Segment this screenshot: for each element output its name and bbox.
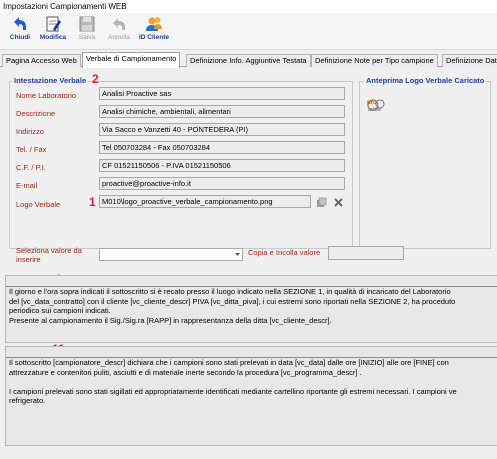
edit-document-icon — [44, 15, 62, 33]
note-piede-line: I campioni prelevati sono stati sigillati ed appropriatamente identificati mediante cartellino riportante gli estremi necessari. I campioni ve — [9, 386, 457, 396]
field-cf-pi[interactable]: CF 01521150506 - P.IVA 01521150506 — [99, 159, 345, 172]
label-descrizione: Descrizione — [16, 109, 56, 118]
label-tel-fax: Tel. / Fax — [16, 145, 47, 154]
edit-button[interactable]: Modifica — [38, 15, 68, 49]
toolbar — [0, 13, 497, 50]
note-testata-line: Il giorno e l'ora sopra indicati il sottoscritto si è recato presso il luogo indicato nella SEZIONE 1, in qualità di incaricato del Laboratorio — [9, 287, 451, 296]
field-tel-fax[interactable]: Tel 050703284 - Fax 050703284 — [99, 141, 345, 154]
note-testata-line: periodico sui campioni indicati. — [9, 306, 111, 315]
label-cf-pi: C.F. / P.I. — [16, 163, 46, 172]
tab-verbale-campionamento[interactable]: Verbale di Campionamento — [82, 52, 180, 68]
intestazione-title: Intestazione Verbale — [14, 76, 87, 85]
anteprima-title: Anteprima Logo Verbale Caricato — [366, 76, 485, 85]
logo-text: pro — [367, 100, 377, 106]
field-copia-incolla[interactable] — [328, 246, 404, 260]
field-indirizzo[interactable]: Via Sacco e Vanzetti 40 - PONTEDERA (PI) — [99, 123, 345, 136]
field-descrizione[interactable]: Analisi chimiche, ambientali, alimentari — [99, 105, 345, 118]
label-indirizzo: Indirizzo — [16, 127, 44, 136]
marker-2: 2 — [92, 72, 99, 86]
field-email[interactable]: proactive@proactive-info.it — [99, 177, 345, 190]
note-piede-line — [9, 377, 495, 387]
tab-info-aggiuntive-testata[interactable]: Definizione Info. Aggiuntive Testata — [186, 54, 311, 67]
tab-note-tipo-campione[interactable]: Definizione Note per Tipo campione — [311, 54, 438, 67]
label-logo-verbale: Logo Verbale — [16, 200, 61, 209]
save-button[interactable]: Salva — [72, 15, 102, 49]
verbale-panel — [2, 67, 497, 459]
tab-bar — [0, 52, 497, 67]
select-valore-dropdown[interactable] — [99, 248, 243, 261]
note-piede-textarea[interactable] — [5, 346, 497, 446]
label-copia-incolla: Copia e Incolla valore — [248, 248, 321, 257]
note-piede-line: attrezzature e contenitori puliti, asciutti e di materiale inerte secondo la procedura [vc_programma_descr] . — [9, 367, 362, 377]
label-email: E-mail — [16, 181, 38, 190]
tab-definizione-dat[interactable]: Definizione Dat — [442, 54, 497, 67]
note-testata-line: del [vc_data_contratto] con il cliente [vc_cliente_descr] PIVA [vc_ditta_piva], i cui estremi sono riportati nella SEZIONE 2, ha proceduto — [9, 296, 456, 306]
logo-preview — [365, 98, 389, 114]
load-file-icon[interactable] — [316, 197, 327, 208]
window-title: Impostazioni Campionamenti WEB — [0, 0, 497, 13]
note-piede-line: Il sottoscritto [campionatore_descr] dichiara che i campioni sono stati prelevati in data [vc_data] dalle ore [INIZIO] alle ore [FINE] con — [9, 358, 449, 367]
cancel-button[interactable]: Annulla — [104, 15, 134, 49]
users-icon — [145, 15, 163, 33]
chevron-down-icon[interactable] — [234, 251, 241, 258]
close-button[interactable]: Chiudi — [5, 15, 35, 49]
client-id-button[interactable]: ID Cliente — [137, 15, 171, 49]
field-nome-laboratorio[interactable]: Analisi Proactive sas — [99, 87, 345, 100]
back-arrow-icon — [11, 15, 29, 33]
undo-icon — [110, 15, 128, 33]
note-piede-line: refrigerato. — [9, 396, 46, 405]
tab-pagina-accesso-web[interactable]: Pagina Accesso Web — [2, 54, 81, 67]
note-testata-textarea[interactable] — [5, 275, 497, 343]
logo-subtext: active — [368, 107, 382, 113]
field-logo-verbale[interactable]: M010\logo_proactive_verbale_campionamento.png — [99, 195, 311, 208]
marker-1: 1 — [89, 195, 96, 209]
delete-icon[interactable] — [333, 197, 344, 208]
note-testata-line: Presente al campionamento il Sig./Sig.ra [RAPP] in rappresentanza della ditta [vc_cliente_descr]. — [9, 315, 332, 325]
label-nome-laboratorio: Nome Laboratorio — [16, 91, 77, 100]
label-seleziona-valore: Seleziona valore da inserire — [16, 246, 82, 264]
floppy-disk-icon — [78, 15, 96, 33]
